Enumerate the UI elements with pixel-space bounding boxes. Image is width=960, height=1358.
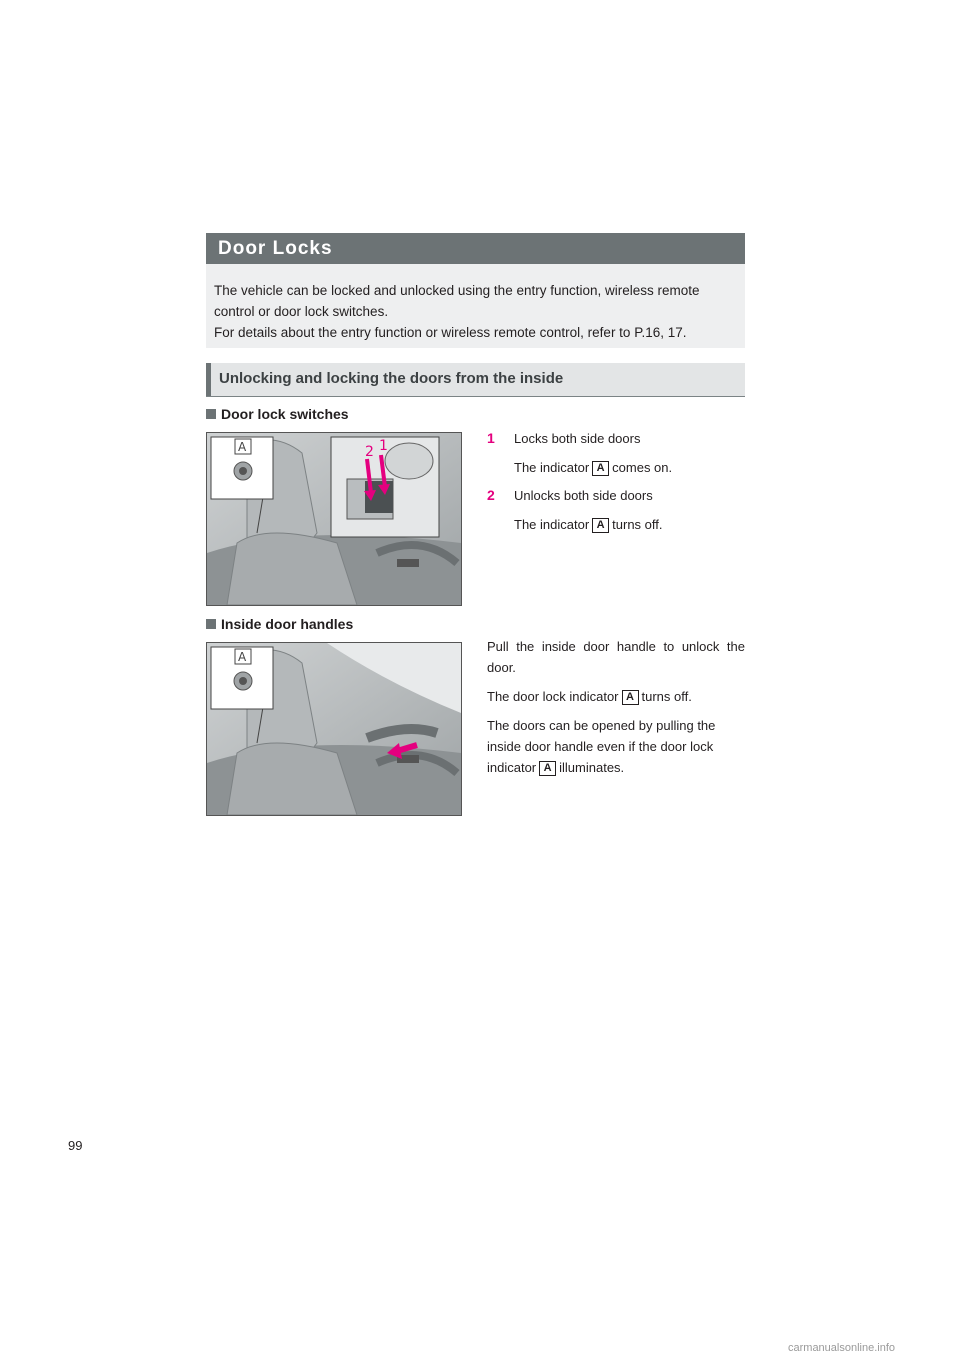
page-number: 99 [68, 1138, 83, 1153]
step-note-2: The indicator A turns off. [514, 517, 663, 532]
square-bullet-icon [206, 409, 216, 419]
square-bullet-icon [206, 619, 216, 629]
inside-door-handle-illustration [206, 642, 462, 816]
section-heading-inside-door-handles: Inside door handles [206, 616, 353, 632]
section-heading-door-lock-switches: Door lock switches [206, 406, 349, 422]
inside-handle-p3: The doors can be opened by pulling the inside door handle even if the door lock indicator A illuminates. [487, 718, 716, 775]
car-interior-illustration [207, 643, 461, 815]
step-number-1: 1 [487, 430, 495, 446]
page-title-bar [206, 233, 745, 264]
intro-box [206, 264, 745, 348]
inside-handle-p1: Pull the inside door handle to unlock the door. [487, 639, 745, 675]
indicator-a-box: A [622, 690, 639, 705]
subsection-bar [206, 363, 745, 397]
indicator-a-box: A [539, 761, 556, 776]
indicator-a-box: A [592, 461, 609, 476]
subsection-title: Unlocking and locking the doors from the inside [219, 370, 564, 387]
car-interior-illustration [207, 433, 461, 605]
step-label-1: Locks both side doors [514, 431, 641, 446]
svg-text:1: 1 [379, 438, 388, 454]
callout-label: A [238, 650, 247, 664]
page-title: Door Locks [218, 238, 333, 259]
step-label-2: Unlocks both side doors [514, 488, 653, 503]
step-number-2: 2 [487, 487, 495, 503]
svg-text:2: 2 [365, 444, 374, 460]
intro-text-1: The vehicle can be locked and unlocked using the entry function, wireless remote control or door lock switches. [214, 283, 700, 319]
indicator-a-box: A [592, 518, 609, 533]
subsection-accent [206, 363, 211, 396]
watermark: carmanualsonline.info [788, 1342, 896, 1354]
intro-text-2: For details about the entry function or wireless remote control, refer to P.16, 17. [214, 325, 687, 340]
inside-handle-text [487, 636, 745, 786]
door-lock-switch-illustration [206, 432, 462, 606]
callout-label: A [238, 440, 247, 454]
step-note-1: The indicator A comes on. [514, 460, 673, 475]
inside-handle-p2: The door lock indicator A turns off. [487, 689, 692, 704]
